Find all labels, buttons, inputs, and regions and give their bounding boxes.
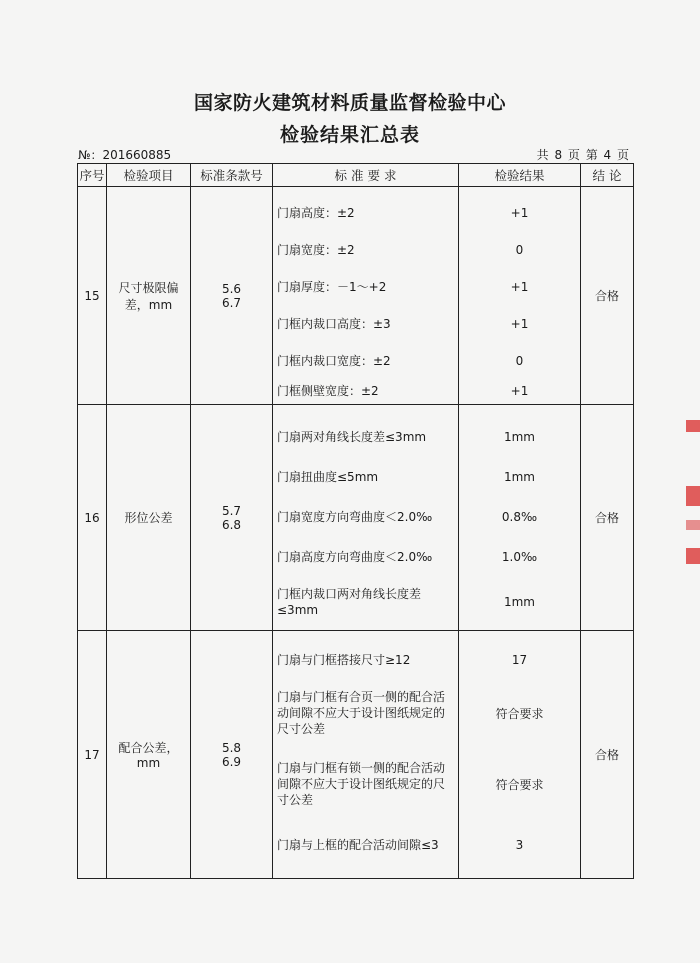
result-value: 0.8‰ <box>501 510 538 524</box>
result-value: 1mm <box>503 430 535 444</box>
requirement-text: 门扇与门框搭接尺寸≥12 <box>277 653 411 667</box>
stamp-edge-mark <box>686 548 700 564</box>
results-table <box>77 163 634 879</box>
requirement-text: 门框内裁口高度：±3 <box>277 316 391 331</box>
column-header: 检验结果 <box>459 164 581 187</box>
result-value: 1mm <box>503 470 535 484</box>
requirement-text: 门扇宽度：±2 <box>277 242 355 257</box>
row-number: 17 <box>78 631 107 879</box>
column-header: 序号 <box>78 164 107 187</box>
requirement-text: 门框内裁口宽度：±2 <box>277 353 391 368</box>
page-info: 共 8 页 第 4 页 <box>536 148 630 162</box>
test-item: 尺寸极限偏差，mm <box>107 187 191 405</box>
requirement-text: 门扇与上框的配合活动间隙≤3 <box>277 838 439 852</box>
result-value: 3 <box>515 838 524 852</box>
result-value: 符合要求 <box>495 777 544 792</box>
conclusion: 合格 <box>581 631 634 879</box>
clause-number: 6.9 <box>221 754 242 769</box>
result-value: +1 <box>510 205 529 220</box>
clause-number: 5.7 <box>221 503 242 518</box>
row-number: 16 <box>78 405 107 631</box>
requirement-text: 门扇扭曲度≤5mm <box>277 470 379 484</box>
requirement-text: 门扇高度方向弯曲度＜2.0‰ <box>277 550 433 564</box>
stamp-edge-mark <box>686 486 700 506</box>
requirement-text: 门扇宽度方向弯曲度＜2.0‰ <box>277 510 433 524</box>
table-row <box>78 187 634 405</box>
document-number: №：201660885 <box>78 148 172 162</box>
requirement-text: 门扇与门框有合页一侧的配合活动间隙不应大于设计图纸规定的尺寸公差 <box>277 690 446 736</box>
requirement-text: 门扇厚度：－1～+2 <box>277 279 387 294</box>
test-item: 配合公差，mm <box>107 631 191 879</box>
clause-number: 5.8 <box>221 740 242 755</box>
clause-number: 6.8 <box>221 517 242 532</box>
clause-cell <box>191 631 273 879</box>
test-item: 形位公差 <box>107 405 191 631</box>
requirement-text: 门扇高度：±2 <box>277 205 355 220</box>
result-value: 1mm <box>503 595 535 609</box>
requirement-text: 门扇与门框有锁一侧的配合活动间隙不应大于设计图纸规定的尺寸公差 <box>277 761 446 807</box>
result-value: +1 <box>510 384 529 398</box>
column-header: 标 准 要 求 <box>273 164 459 187</box>
row-number: 15 <box>78 187 107 405</box>
results-cell <box>459 187 581 405</box>
result-value: +1 <box>510 316 529 331</box>
result-value: 17 <box>511 653 528 667</box>
requirement-text: 门扇两对角线长度差≤3mm <box>277 430 427 444</box>
clause-cell <box>191 405 273 631</box>
column-header: 检验项目 <box>107 164 191 187</box>
result-value: 1.0‰ <box>501 550 538 564</box>
requirements-cell <box>273 631 459 879</box>
result-value: 0 <box>515 353 524 368</box>
document-subtitle: 检验结果汇总表 <box>279 124 420 146</box>
conclusion: 合格 <box>581 405 634 631</box>
table-row <box>78 631 634 879</box>
results-cell <box>459 631 581 879</box>
clause-number: 5.6 <box>221 281 242 296</box>
requirement-text: 门框内裁口两对角线长度差≤3mm <box>277 587 422 617</box>
document-title: 国家防火建筑材料质量监督检验中心 <box>193 92 506 114</box>
clause-number: 6.7 <box>221 295 242 310</box>
table-row <box>78 405 634 631</box>
table-header-row <box>78 164 634 187</box>
requirement-text: 门框侧壁宽度：±2 <box>277 384 379 398</box>
clause-cell <box>191 187 273 405</box>
column-header: 标准条款号 <box>191 164 273 187</box>
result-value: +1 <box>510 279 529 294</box>
conclusion: 合格 <box>581 187 634 405</box>
stamp-edge-mark <box>686 420 700 432</box>
requirements-cell <box>273 405 459 631</box>
result-value: 0 <box>515 242 524 257</box>
requirements-cell <box>273 187 459 405</box>
stamp-edge-mark <box>686 520 700 530</box>
column-header: 结 论 <box>581 164 634 187</box>
results-cell <box>459 405 581 631</box>
result-value: 符合要求 <box>495 706 544 721</box>
